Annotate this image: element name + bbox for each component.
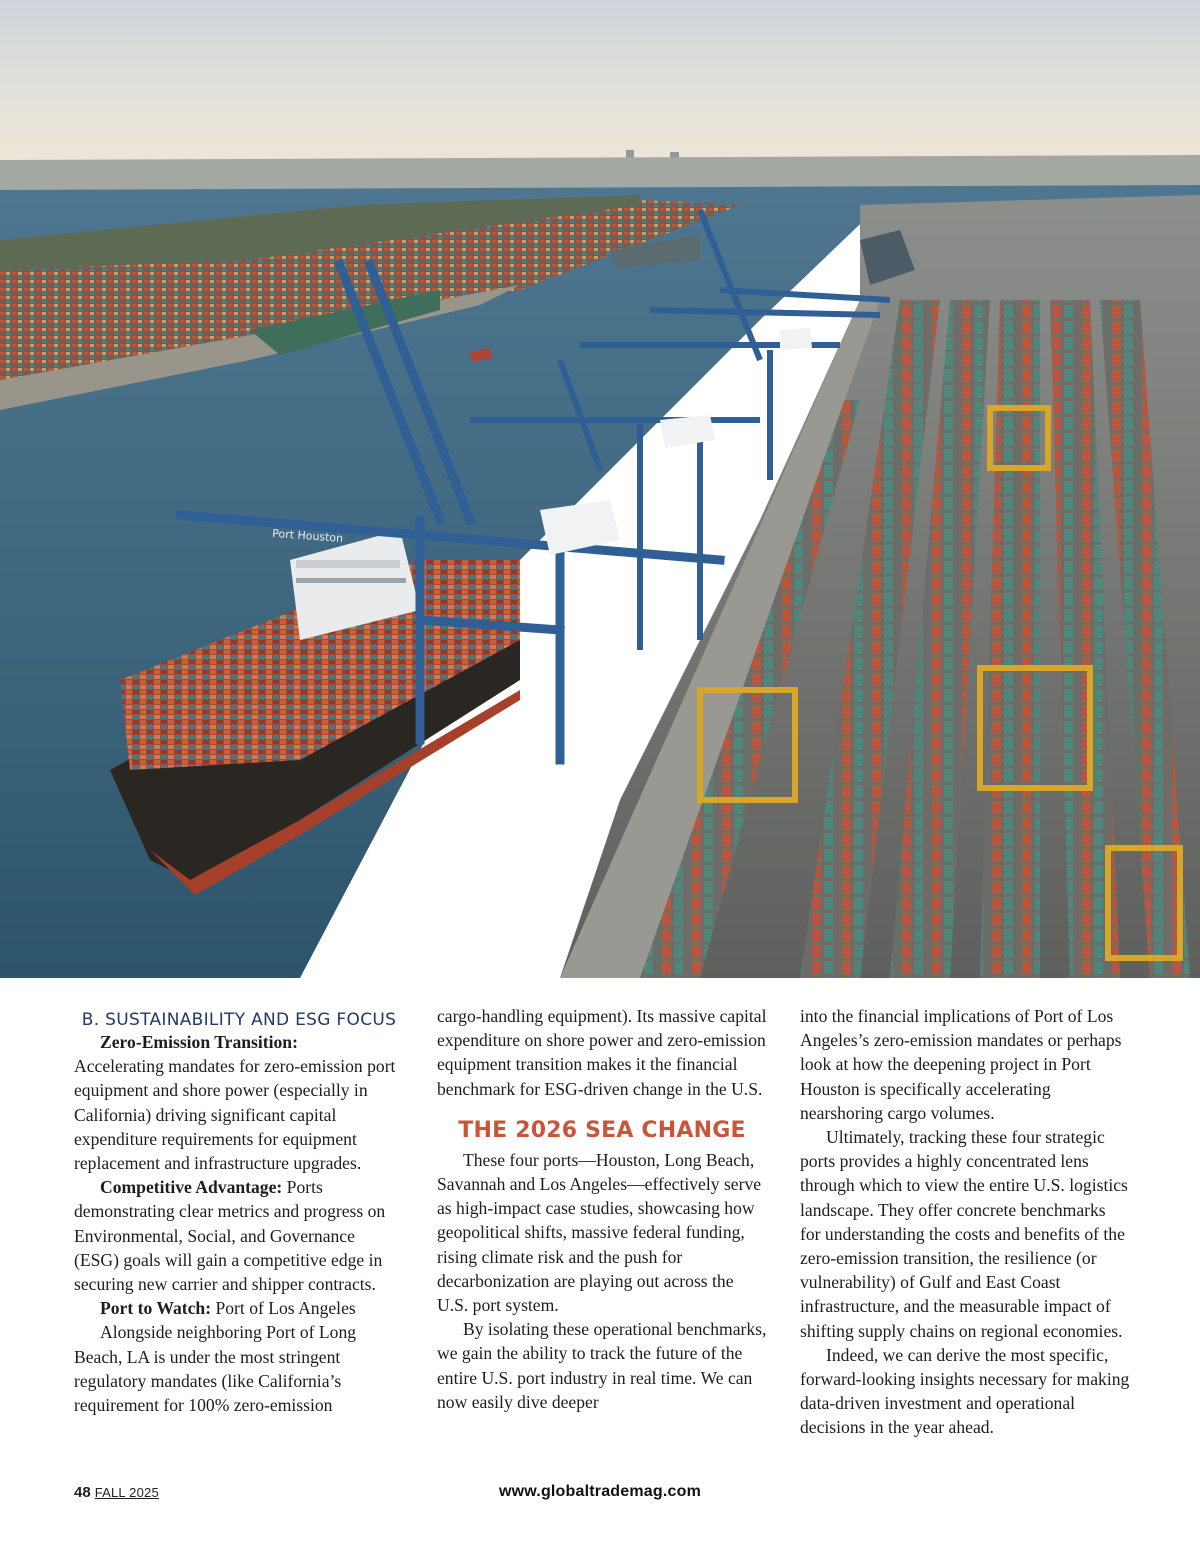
paragraph-zero-emission-body: Accelerating mandates for zero-emission port equipment and shore power (especially in California) driving significant capital expenditure requirements for equipment replacement and infrastructure upgrades. xyxy=(74,1056,396,1174)
paragraph-indeed: Indeed, we can derive the most specific, forward-looking insights necessary for making data-driven investment and operational decisions in the year ahead. xyxy=(800,1344,1130,1438)
paragraph-text: Ports demonstrating clear metrics and progress on Environmental, Social, and Governance (ESG) goals will gain a competitive edge in securing new carrier and shipper contracts. xyxy=(74,1177,386,1295)
paragraph-ultimately: Ultimately, tracking these four strategic ports provides a highly concentrated lens through which to view the entire U.S. logistics landscape. They offer concrete benchmarks for understanding the costs and benefits of the zero-emission transition, the resilience (or vulnerability) of Gulf and East Coast infrastructure, and the measurable impact of shifting supply chains on regional economies. xyxy=(800,1127,1128,1341)
article-column-3 xyxy=(800,1004,1130,1440)
page-number: 48 xyxy=(74,1484,91,1501)
paragraph-port-to-watch xyxy=(74,1296,404,1320)
paragraph-zero-emission xyxy=(74,1030,404,1054)
run-in-head-competitive-advantage: Competitive Advantage: xyxy=(100,1177,283,1198)
run-in-head-port-to-watch: Port to Watch: xyxy=(100,1298,212,1319)
crane-label: Port Houston xyxy=(271,527,344,545)
section-heading-sustainability: B. SUSTAINABILITY AND ESG FOCUS xyxy=(81,1010,397,1030)
paragraph-financial-implications: into the financial implications of Port of Los Angeles’s zero-emission mandates or perhaps look at how the deepening project in Port Houston is specifically accelerating nearshoring cargo volumes. xyxy=(800,1006,1122,1123)
paragraph-competitive-advantage xyxy=(74,1175,404,1296)
paragraph-four-ports: These four ports—Houston, Long Beach, Savannah and Los Angeles—effectively serve as high-impact case studies, showcasing how geopolitical shifts, massive federal funding, rising climate risk and the push for decarbonization are playing out across the U.S. port system. xyxy=(437,1149,762,1316)
run-in-head-zero-emission: Zero-Emission Transition: xyxy=(100,1032,298,1052)
paragraph-long-beach: Alongside neighboring Port of Long Beach, LA is under the most stringent regulatory mandates (like California’s requirement for 100% zero-emission xyxy=(74,1322,357,1416)
article-column-2 xyxy=(437,1004,767,1414)
section-heading-sea-change: THE 2026 SEA CHANGE xyxy=(458,1117,746,1143)
website-url: www.globaltrademag.com xyxy=(498,1483,702,1500)
issue-label: FALL 2025 xyxy=(94,1485,159,1500)
paragraph-benchmarks: By isolating these operational benchmarks, we gain the ability to track the future of the entire U.S. port industry in real time. We can now easily dive deeper xyxy=(437,1319,767,1412)
paragraph-text: Port of Los Angeles xyxy=(211,1298,356,1319)
article-column-1 xyxy=(74,1004,404,1417)
paragraph-cargo-handling: cargo-handling equipment). Its massive capital expenditure on shore power and zero-emission equipment transition makes it the financial benchmark for ESG-driven change in the U.S. xyxy=(437,1006,767,1099)
